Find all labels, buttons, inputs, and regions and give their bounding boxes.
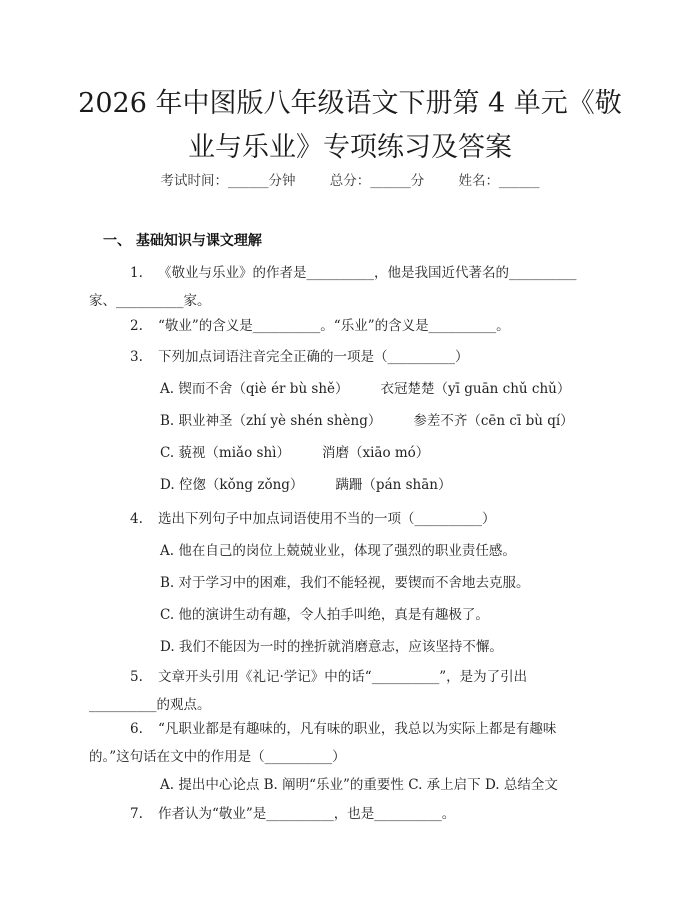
total-score: 总分：______分 — [329, 173, 425, 189]
question-number: 6. — [130, 721, 143, 737]
question-4 — [103, 505, 603, 533]
q4-option-b: B. 对于学习中的困难，我们不能轻视，要锲而不舍地去克服。 — [160, 575, 530, 591]
question-text-cont: 家、__________家。 — [89, 293, 211, 309]
question-6 — [89, 715, 603, 771]
q3-option-a — [160, 377, 570, 397]
question-number: 4. — [130, 511, 143, 527]
option-text: 参差不齐（cēn cī bù qí） — [413, 413, 574, 429]
question-7 — [103, 800, 603, 828]
question-text-cont: __________的观点。 — [89, 697, 211, 713]
option-text: D. 倥偬（kǒng zǒng） — [160, 477, 304, 493]
student-name: 姓名：______ — [458, 173, 540, 189]
question-number: 7. — [130, 806, 143, 822]
q3-option-c — [160, 441, 429, 461]
question-number: 2. — [130, 318, 143, 334]
question-text: 《敬业与乐业》的作者是__________，他是我国近代著名的__________ — [158, 265, 577, 281]
q6-options: A. 提出中心论点 B. 阐明“乐业”的重要性 C. 承上启下 D. 总结全文 — [160, 777, 558, 793]
question-text: “凡职业都是有趣味的，凡有味的职业，我总以为实际上都是有趣味 — [158, 721, 557, 737]
q4-option-c: C. 他的演讲生动有趣，令人拍手叫绝，真是有趣极了。 — [160, 607, 489, 623]
title-line-1: 2026 年中图版八年级语文下册第 4 单元《敬 — [78, 88, 622, 119]
option-text: A. 锲而不舍（qiè ér bù shě） — [160, 381, 349, 397]
question-1 — [89, 259, 603, 315]
q3-option-d — [160, 473, 451, 493]
question-text-cont: 的。”这句话在文中的作用是（__________） — [89, 749, 346, 765]
question-text: 作者认为“敬业”是__________，也是__________。 — [158, 806, 456, 822]
exam-time: 考试时间：______分钟 — [160, 173, 296, 189]
question-text: 文章开头引用《礼记·学记》中的话“__________”，是为了引出 — [158, 669, 528, 685]
question-number: 3. — [130, 349, 143, 365]
question-5 — [89, 663, 603, 719]
question-number: 5. — [130, 669, 143, 685]
exam-meta — [0, 169, 700, 189]
document-title — [60, 82, 640, 170]
question-text: “敬业”的含义是__________。“乐业”的含义是__________。 — [158, 318, 510, 334]
option-text: 衣冠楚楚（yī guān chǔ chǔ） — [380, 381, 571, 397]
question-number: 1. — [130, 265, 143, 281]
q4-option-d: D. 我们不能因为一时的挫折就消磨意志，应该坚持不懈。 — [160, 639, 503, 655]
question-text: 选出下列句子中加点词语使用不当的一项（__________） — [158, 511, 496, 527]
q4-option-a: A. 他在自己的岗位上兢兢业业，体现了强烈的职业责任感。 — [160, 543, 516, 559]
question-3 — [103, 343, 603, 371]
option-text: B. 职业神圣（zhí yè shén shèng） — [160, 413, 382, 429]
option-text: C. 藐视（miǎo shì） — [160, 445, 290, 461]
option-text: 消磨（xiāo mó） — [321, 445, 430, 461]
q3-option-b — [160, 409, 574, 429]
title-line-2: 业与乐业》专项练习及答案 — [188, 132, 512, 163]
question-text: 下列加点词语注音完全正确的一项是（__________） — [158, 349, 469, 365]
option-text: 蹒跚（pán shān） — [335, 477, 452, 493]
section-heading: 一、 基础知识与课文理解 — [103, 233, 262, 249]
question-2 — [103, 312, 603, 340]
